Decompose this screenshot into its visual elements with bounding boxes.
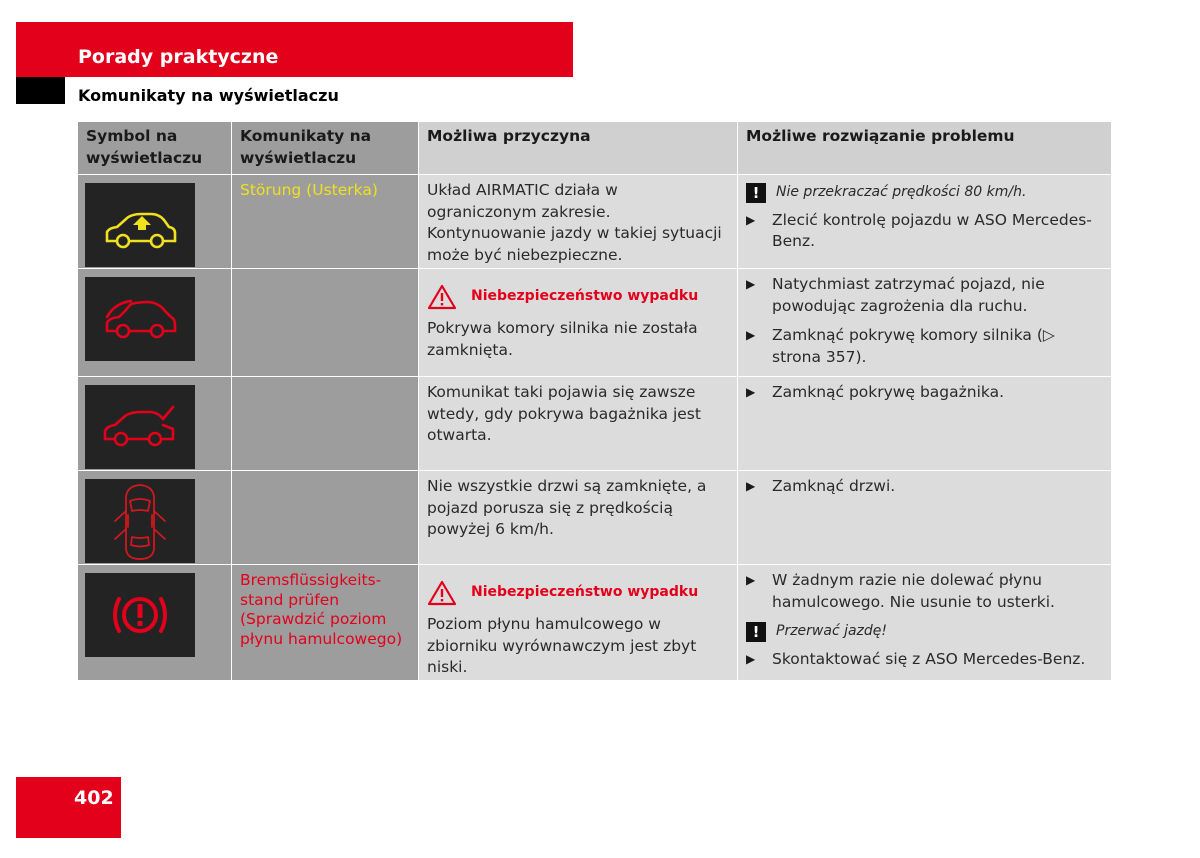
symbol-cell xyxy=(78,175,232,269)
warning-text: Niebezpieczeństwo wypadku xyxy=(471,584,699,601)
table-row xyxy=(78,565,1112,681)
message-text: Störung (Usterka) xyxy=(240,181,378,199)
message-cell xyxy=(232,565,419,681)
messages-table xyxy=(77,121,1112,681)
solution-text: Zamknąć drzwi. xyxy=(772,477,896,495)
solution-item xyxy=(746,274,1101,317)
solution-cell xyxy=(738,269,1112,377)
bullet-arrow-icon: ▶ xyxy=(746,573,756,587)
message-cell xyxy=(232,377,419,471)
cause-cell xyxy=(419,269,738,377)
message-cell xyxy=(232,175,419,269)
bullet-arrow-icon: ▶ xyxy=(746,212,756,227)
cause-text: Nie wszystkie drzwi są zamknięte, a pojazd porusza się z prędkością powyżej 6 km/h. xyxy=(427,477,707,538)
message-text: Bremsflüssigkeits-stand prüfen (Sprawdzić poziom płynu hamulcowego) xyxy=(240,571,403,648)
table-row xyxy=(78,377,1112,471)
section-header xyxy=(16,22,573,77)
cause-cell xyxy=(419,377,738,471)
message-cell xyxy=(232,471,419,565)
column-header-message: Komunikaty na wyświetlaczu xyxy=(232,122,419,175)
bullet-arrow-icon: ▶ xyxy=(746,385,756,399)
trunk-open-icon xyxy=(85,385,195,469)
section-title: Porady praktyczne xyxy=(78,46,279,68)
page-number-box xyxy=(16,777,121,838)
cause-cell xyxy=(419,471,738,565)
solution-item xyxy=(746,210,1101,253)
symbol-cell xyxy=(78,269,232,377)
solution-text: Zlecić kontrolę pojazdu w ASO Mercedes-Benz. xyxy=(772,210,1092,250)
note xyxy=(746,182,1101,204)
solution-item xyxy=(746,570,1101,613)
table-row xyxy=(78,269,1112,377)
warning-triangle-icon xyxy=(427,284,457,310)
solution-text: Skontaktować się z ASO Mercedes-Benz. xyxy=(772,649,1086,668)
table-row xyxy=(78,175,1112,269)
note xyxy=(746,621,1101,643)
table-row xyxy=(78,471,1112,565)
bullet-arrow-icon: ▶ xyxy=(746,479,756,493)
cause-text: Pokrywa komory silnika nie została zamknięta. xyxy=(427,319,698,359)
header-marker xyxy=(16,77,65,104)
solution-cell xyxy=(738,565,1112,681)
exclamation-icon: ! xyxy=(746,183,766,203)
solution-item xyxy=(746,325,1101,368)
cause-text: Układ AIRMATIC działa w ograniczonym zakresie. Kontynuowanie jazdy w takiej sytuacji może być niebezpieczne. xyxy=(427,181,722,264)
symbol-cell xyxy=(78,471,232,565)
note-text: Przerwać jazdę! xyxy=(776,623,888,639)
warning-text: Niebezpieczeństwo wypadku xyxy=(471,288,699,305)
warning-triangle-icon xyxy=(427,580,457,606)
exclamation-icon: ! xyxy=(746,622,766,642)
solution-cell xyxy=(738,175,1112,269)
solution-text: Zamknąć pokrywę komory silnika (▷ strona 357). xyxy=(772,326,1055,366)
symbol-cell xyxy=(78,377,232,471)
warning xyxy=(427,284,729,310)
table-header-row xyxy=(78,122,1112,175)
solution-item xyxy=(746,382,1101,404)
bullet-arrow-icon: ▶ xyxy=(746,277,756,291)
page-number: 402 xyxy=(74,787,114,809)
doors-open-icon xyxy=(85,479,195,563)
column-header-solution: Możliwe rozwiązanie problemu xyxy=(738,122,1112,175)
page-subtitle: Komunikaty na wyświetlaczu xyxy=(78,86,339,105)
cause-text: Poziom płynu hamulcowego w zbiorniku wyrównawczym jest zbyt niski. xyxy=(427,615,697,676)
brake-warning-icon xyxy=(85,573,195,657)
symbol-cell xyxy=(78,565,232,681)
note-text: Nie przekraczać prędkości 80 km/h. xyxy=(776,184,1027,200)
column-header-symbol: Symbol na wyświetlaczu xyxy=(78,122,232,175)
cause-text: Komunikat taki pojawia się zawsze wtedy, gdy pokrywa bagażnika jest otwarta. xyxy=(427,383,701,444)
column-header-cause: Możliwa przyczyna xyxy=(419,122,738,175)
solution-text: Zamknąć pokrywę bagażnika. xyxy=(772,383,1005,401)
airmatic-car-raise-icon xyxy=(85,183,195,267)
bullet-arrow-icon: ▶ xyxy=(746,651,756,666)
solution-text: Natychmiast zatrzymać pojazd, nie powodując zagrożenia dla ruchu. xyxy=(772,275,1045,315)
solution-text: W żadnym razie nie dolewać płynu hamulcowego. Nie usunie to usterki. xyxy=(772,571,1055,611)
solution-cell xyxy=(738,471,1112,565)
solution-cell xyxy=(738,377,1112,471)
hood-open-icon xyxy=(85,277,195,361)
solution-item xyxy=(746,649,1101,671)
cause-cell xyxy=(419,175,738,269)
solution-item xyxy=(746,476,1101,498)
cause-cell xyxy=(419,565,738,681)
warning xyxy=(427,580,729,606)
message-cell xyxy=(232,269,419,377)
bullet-arrow-icon: ▶ xyxy=(746,328,756,342)
